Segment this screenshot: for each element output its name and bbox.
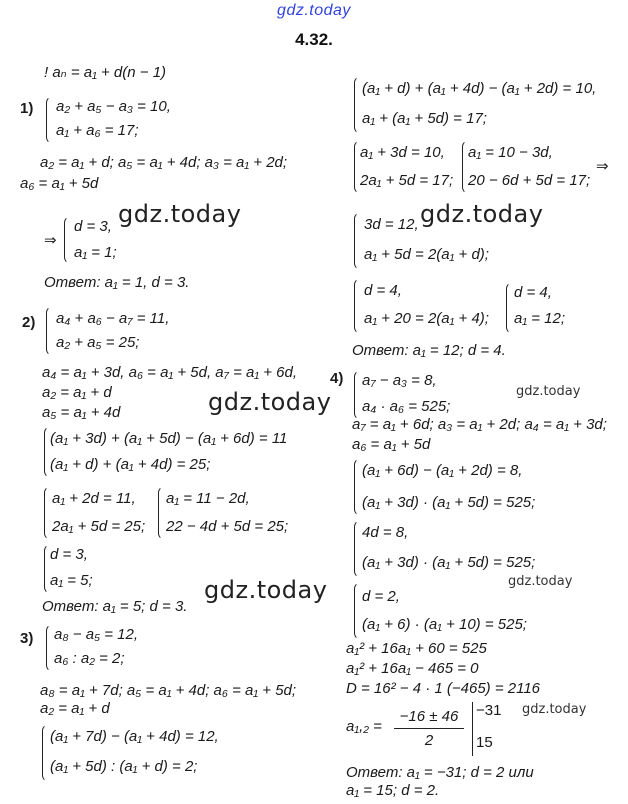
watermark-small: gdz.today	[508, 574, 573, 589]
watermark: gdz.today	[204, 576, 328, 604]
brace	[354, 278, 361, 334]
r3-system4b-line-2: a₁ = 12;	[514, 310, 566, 327]
p2-system3b-line-2: 22 − 4d + 5d = 25;	[166, 518, 289, 535]
p4-discriminant: D = 16² − 4 · 1 (−465) = 2116	[346, 680, 541, 697]
brace	[354, 212, 361, 270]
p2-system3a-line-1: a₁ + 2d = 11,	[52, 490, 136, 507]
p1-system-line-2: a₁ + a₆ = 17;	[56, 122, 139, 139]
watermark: gdz.today	[420, 200, 544, 228]
r3-system4a-line-1: d = 4,	[364, 282, 402, 299]
r3-system2a-line-1: a₁ + 3d = 10,	[360, 144, 445, 161]
p3-system2-line-1: (a₁ + 7d) − (a₁ + 4d) = 12,	[50, 728, 219, 745]
p3-system-line-2: a₆ : a₂ = 2;	[54, 650, 125, 667]
implies-arrow: ⇒	[596, 158, 609, 175]
p4-equation-1: a₁² + 16a₁ + 60 = 525	[346, 640, 487, 657]
p4-roots-denominator: 2	[424, 732, 434, 749]
watermark-small: gdz.today	[516, 384, 581, 399]
p4-substitution-2: a₆ = a₁ + 5d	[352, 436, 431, 453]
brace	[354, 582, 361, 640]
p1-result-line-2: a₁ = 1;	[74, 244, 117, 261]
p4-root-2: 15	[476, 734, 493, 751]
p2-system2-line-2: (a₁ + d) + (a₁ + 4d) = 25;	[50, 456, 211, 473]
brace	[44, 486, 51, 540]
p2-substitution-1: a₄ = a₁ + 3d, a₆ = a₁ + 5d, a₇ = a₁ + 6d,	[42, 364, 298, 381]
p1-system-line-1: a₂ + a₅ − a₃ = 10,	[56, 98, 171, 115]
p2-system3b-line-1: a₁ = 11 − 2d,	[166, 490, 250, 507]
p4-system-line-1: a₇ − a₃ = 8,	[362, 372, 437, 389]
p1-substitution-2: a₆ = a₁ + 5d	[20, 175, 99, 192]
p4-roots-numerator: −16 ± 46	[399, 708, 459, 725]
brace	[354, 458, 361, 516]
p4-answer-line-2: a₁ = 15; d = 2.	[346, 782, 440, 799]
p4-system4-line-1: d = 2,	[362, 588, 400, 605]
p3-substitution-1: a₈ = a₁ + 7d; a₅ = a₁ + 4d; a₆ = a₁ + 5d;	[40, 682, 297, 699]
r3-system4b-line-1: d = 4,	[514, 284, 552, 301]
watermark: gdz.today	[208, 388, 332, 416]
watermark: gdz.today	[118, 200, 242, 228]
brace	[158, 486, 165, 540]
p4-system3-line-2: (a₁ + 3d) · (a₁ + 5d) = 525;	[362, 554, 536, 571]
brace	[506, 282, 513, 334]
r3-system3-line-1: 3d = 12,	[364, 216, 419, 233]
brace	[64, 216, 71, 264]
p3-substitution-2: a₂ = a₁ + d	[40, 700, 110, 717]
watermark-top: gdz.today	[277, 2, 351, 19]
p4-system2-line-2: (a₁ + 3d) · (a₁ + 5d) = 525;	[362, 494, 536, 511]
p2-result-line-2: a₁ = 5;	[50, 572, 93, 589]
roots-bracket	[472, 702, 473, 756]
part-1-number: 1)	[20, 100, 34, 117]
brace	[42, 724, 49, 782]
p1-result-line-1: d = 3,	[74, 218, 112, 235]
brace	[354, 370, 361, 420]
brace	[46, 624, 53, 672]
p2-system3a-line-2: 2a₁ + 5d = 25;	[52, 518, 146, 535]
p2-substitution-3: a₅ = a₁ + 4d	[42, 404, 121, 421]
p4-system3-line-1: 4d = 8,	[362, 524, 409, 541]
p4-roots-lhs: a₁,₂ =	[346, 718, 382, 735]
r3-system4a-line-2: a₁ + 20 = 2(a₁ + 4);	[364, 310, 489, 327]
r3-system1-line-2: a₁ + (a₁ + 5d) = 17;	[362, 110, 487, 127]
p2-system-line-2: a₂ + a₅ = 25;	[56, 334, 140, 351]
p1-answer: Ответ: a₁ = 1, d = 3.	[44, 274, 190, 291]
part-4-number: 4)	[330, 370, 344, 387]
r3-system1-line-1: (a₁ + d) + (a₁ + 4d) − (a₁ + 2d) = 10,	[362, 80, 597, 97]
r3-answer: Ответ: a₁ = 12; d = 4.	[352, 342, 506, 359]
p4-system-line-2: a₄ · a₆ = 525;	[362, 398, 451, 415]
brace	[354, 520, 361, 578]
p4-root-1: −31	[476, 702, 502, 719]
brace	[46, 96, 53, 144]
p2-answer: Ответ: a₁ = 5; d = 3.	[42, 598, 188, 615]
r3-system2b-line-2: 20 − 6d + 5d = 17;	[468, 172, 591, 189]
p4-system2-line-1: (a₁ + 6d) − (a₁ + 2d) = 8,	[362, 462, 523, 479]
watermark-small: gdz.today	[522, 702, 587, 717]
p3-system-line-1: a₈ − a₅ = 12,	[54, 626, 139, 643]
problem-title: 4.32.	[295, 30, 333, 49]
p4-equation-2: a₁² + 16a₁ − 465 = 0	[346, 660, 479, 677]
p2-system2-line-1: (a₁ + 3d) + (a₁ + 5d) − (a₁ + 6d) = 11	[50, 430, 288, 447]
p4-substitution-1: a₇ = a₁ + 6d; a₃ = a₁ + 2d; a₄ = a₁ + 3d;	[352, 416, 607, 433]
part-3-number: 3)	[20, 630, 34, 647]
fraction-line	[394, 728, 464, 729]
p2-substitution-2: a₂ = a₁ + d	[42, 384, 112, 401]
formula-general-term: ! aₙ = a₁ + d(n − 1)	[44, 64, 167, 81]
r3-system3-line-2: a₁ + 5d = 2(a₁ + d);	[364, 246, 489, 263]
r3-system2b-line-1: a₁ = 10 − 3d,	[468, 144, 553, 161]
p1-substitution-1: a₂ = a₁ + d; a₅ = a₁ + 4d; a₃ = a₁ + 2d;	[40, 154, 288, 171]
brace	[46, 306, 53, 356]
p4-answer-line-1: Ответ: a₁ = −31; d = 2 или	[346, 764, 534, 781]
p2-result-line-1: d = 3,	[50, 546, 88, 563]
implies-arrow: ⇒	[44, 232, 57, 249]
p4-system4-line-2: (a₁ + 6) · (a₁ + 10) = 525;	[362, 616, 527, 633]
brace	[354, 76, 361, 134]
r3-system2a-line-2: 2a₁ + 5d = 17;	[360, 172, 454, 189]
part-2-number: 2)	[22, 314, 36, 331]
p2-system-line-1: a₄ + a₆ − a₇ = 11,	[56, 310, 170, 327]
p3-system2-line-2: (a₁ + 5d) : (a₁ + d) = 2;	[50, 758, 198, 775]
